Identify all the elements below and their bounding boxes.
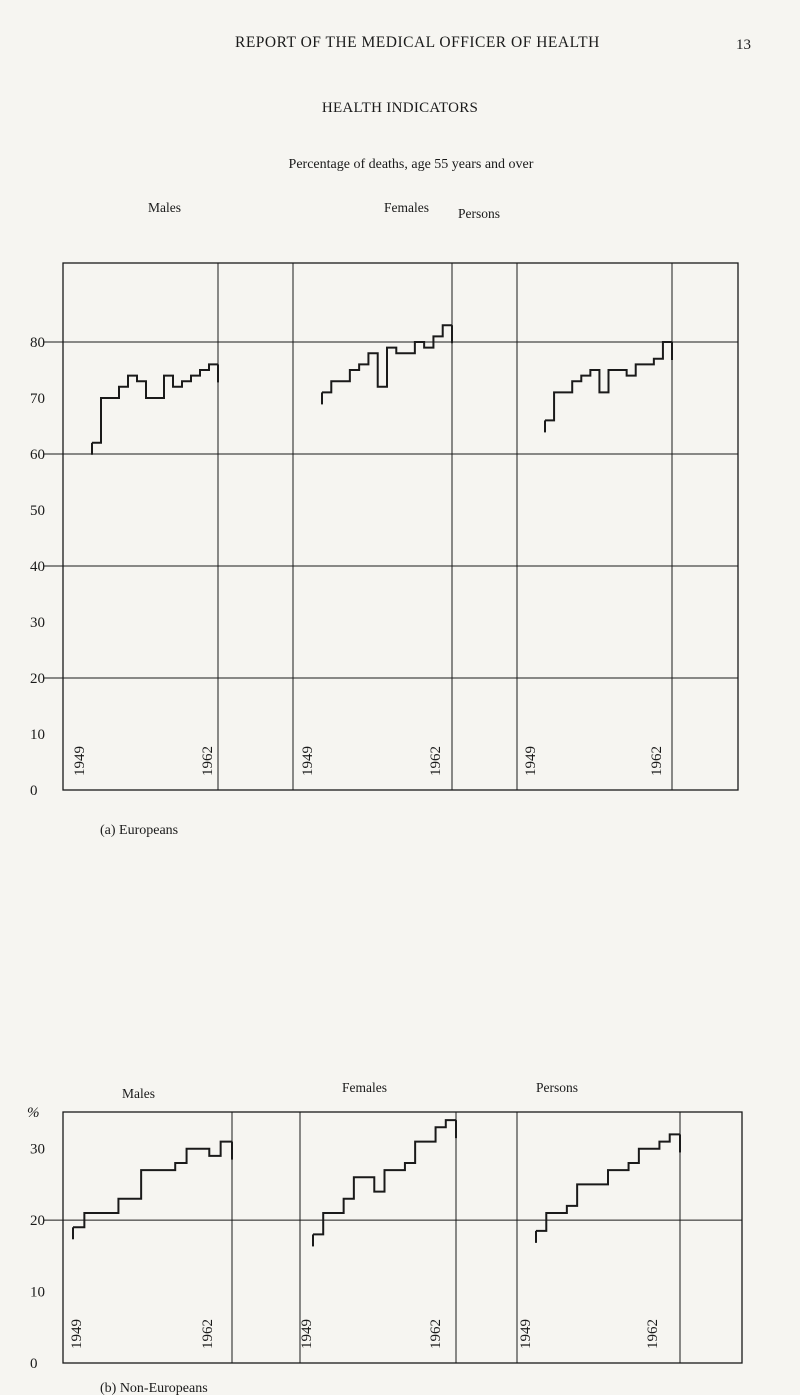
chart-panel-non-europeans — [27, 1080, 742, 1395]
year-label: 1962 — [428, 746, 444, 776]
y-tick-label: 20 — [30, 671, 45, 687]
year-label: 1962 — [649, 746, 665, 776]
year-label: 1949 — [299, 1319, 315, 1349]
year-label: 1962 — [200, 746, 216, 776]
y-tick-label: 10 — [30, 1284, 45, 1301]
chart-panel-europeans — [30, 200, 738, 838]
series-header-females: Females — [342, 1080, 387, 1095]
y-tick-label: 60 — [30, 447, 45, 463]
series-line-females — [313, 1120, 456, 1234]
y-tick-label: 30 — [30, 615, 45, 631]
page-number: 13 — [736, 37, 751, 53]
y-tick-label: 40 — [30, 559, 45, 575]
panel-label: (a) Europeans — [100, 823, 179, 838]
series-line-males — [92, 364, 218, 442]
y-tick-label: 80 — [30, 335, 45, 351]
y-tick-label: 10 — [30, 727, 45, 743]
series-line-females — [322, 325, 452, 392]
y-tick-label: 50 — [30, 503, 45, 519]
year-label: 1962 — [645, 1319, 661, 1349]
y-axis-symbol: % — [27, 1105, 40, 1121]
panel-label: (b) Non-Europeans — [100, 1381, 208, 1395]
series-header-persons: Persons — [458, 206, 501, 221]
y-tick-label: 70 — [30, 391, 45, 407]
series-header-males: Males — [122, 1086, 155, 1101]
year-label: 1949 — [69, 1319, 85, 1349]
series-header-males: Males — [148, 200, 181, 215]
y-tick-label: 30 — [30, 1141, 45, 1158]
series-line-males — [73, 1142, 232, 1228]
running-head: REPORT OF THE MEDICAL OFFICER OF HEALTH — [235, 34, 600, 51]
year-label: 1962 — [200, 1319, 216, 1349]
year-label: 1962 — [428, 1319, 444, 1349]
series-header-persons: Persons — [536, 1080, 579, 1095]
year-label: 1949 — [518, 1319, 534, 1349]
series-line-persons — [545, 342, 672, 420]
year-label: 1949 — [300, 746, 316, 776]
y-tick-label: 0 — [30, 783, 38, 799]
section-title: HEALTH INDICATORS — [321, 100, 479, 116]
y-tick-label: 0 — [30, 1356, 38, 1372]
series-header-females: Females — [384, 200, 429, 215]
chart-subtitle: Percentage of deaths, age 55 years and over — [288, 157, 534, 172]
y-tick-label: 20 — [30, 1213, 45, 1230]
year-label: 1949 — [72, 746, 88, 776]
year-label: 1949 — [523, 746, 539, 776]
series-line-persons — [536, 1134, 680, 1230]
